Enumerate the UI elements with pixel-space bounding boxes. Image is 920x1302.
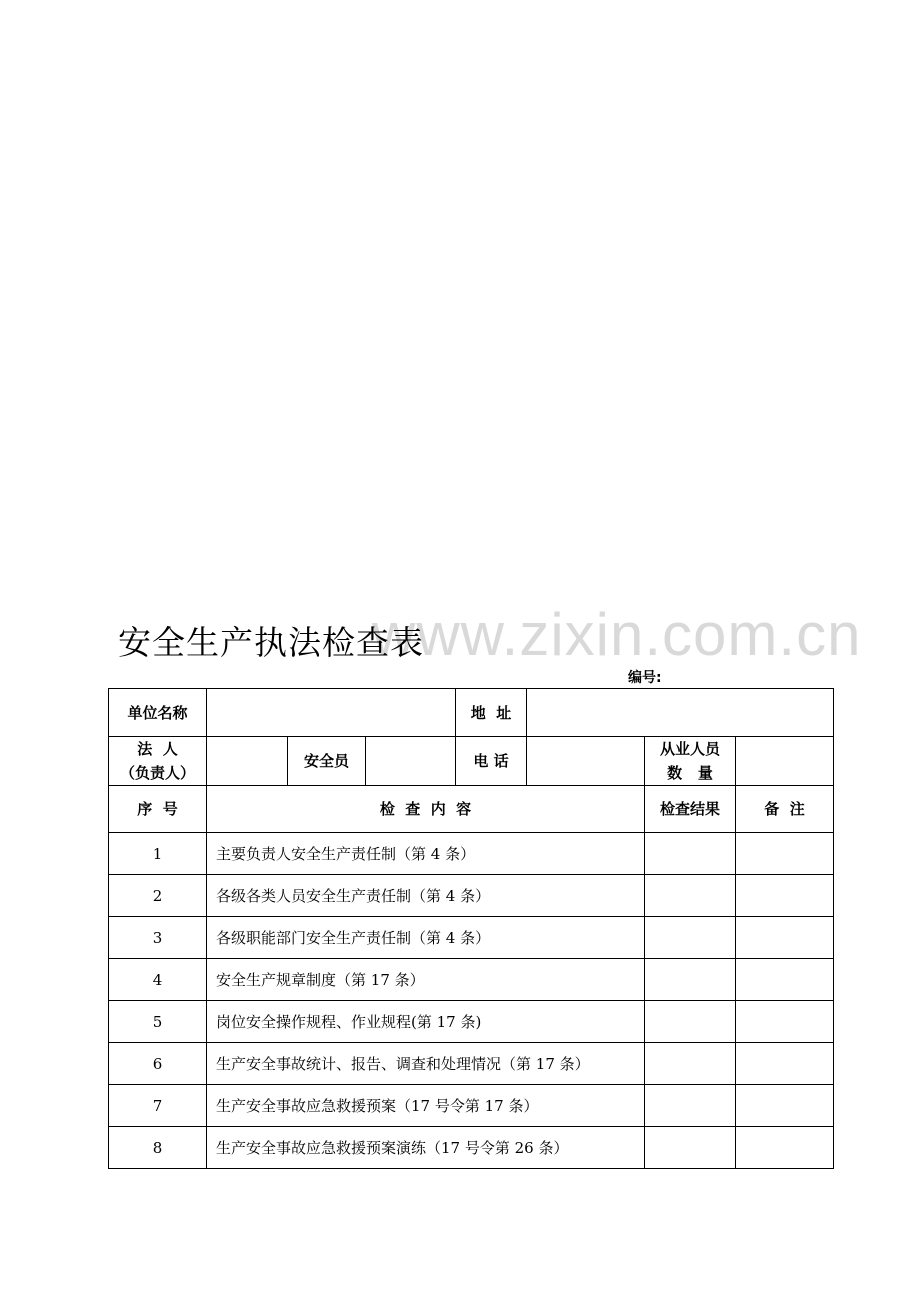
table-row (109, 1127, 834, 1169)
address-label: 地 址 (456, 689, 527, 737)
table-row (109, 833, 834, 875)
row-content: 各级各类人员安全生产责任制（第 4 条） (207, 875, 645, 917)
row-result-field[interactable] (645, 1085, 736, 1127)
column-header-remark: 备 注 (736, 786, 834, 833)
table-row (109, 959, 834, 1001)
row-result-field[interactable] (645, 959, 736, 1001)
row-content: 生产安全事故应急救援预案（17 号令第 17 条） (207, 1085, 645, 1127)
unit-name-field[interactable] (207, 689, 456, 737)
table-row (109, 917, 834, 959)
row-content: 岗位安全操作规程、作业规程(第 17 条) (207, 1001, 645, 1043)
row-number: 3 (109, 917, 207, 959)
table-row (109, 1085, 834, 1127)
page-title: 安全生产执法检查表 (118, 623, 424, 662)
watermark: www.zixin.com.cn (372, 601, 862, 668)
unit-name-label: 单位名称 (109, 689, 207, 737)
legal-person-label-line2: （负责人） (119, 764, 195, 782)
employee-count-label-line1: 从业人员 (660, 740, 721, 758)
row-result-field[interactable] (645, 1043, 736, 1085)
row-number: 7 (109, 1085, 207, 1127)
row-content: 生产安全事故应急救援预案演练（17 号令第 26 条） (207, 1127, 645, 1169)
legal-person-label (109, 737, 207, 786)
row-number: 4 (109, 959, 207, 1001)
row-result-field[interactable] (645, 1127, 736, 1169)
table-row (109, 1043, 834, 1085)
row-content: 生产安全事故统计、报告、调查和处理情况（第 17 条） (207, 1043, 645, 1085)
row-content: 主要负责人安全生产责任制（第 4 条） (207, 833, 645, 875)
legal-person-field[interactable] (207, 737, 288, 786)
safety-officer-label: 安全员 (288, 737, 366, 786)
row-result-field[interactable] (645, 1001, 736, 1043)
header-row-unit (109, 689, 834, 737)
row-remark-field[interactable] (736, 1001, 834, 1043)
row-content: 各级职能部门安全生产责任制（第 4 条） (207, 917, 645, 959)
column-header-seq: 序 号 (109, 786, 207, 833)
row-number: 5 (109, 1001, 207, 1043)
row-number: 1 (109, 833, 207, 875)
row-remark-field[interactable] (736, 959, 834, 1001)
header-row-contacts (109, 737, 834, 786)
column-header-result: 检查结果 (645, 786, 736, 833)
row-result-field[interactable] (645, 917, 736, 959)
table-row (109, 1001, 834, 1043)
row-remark-field[interactable] (736, 1127, 834, 1169)
row-remark-field[interactable] (736, 917, 834, 959)
row-remark-field[interactable] (736, 1043, 834, 1085)
phone-label: 电 话 (456, 737, 527, 786)
row-remark-field[interactable] (736, 833, 834, 875)
document-number-label: 编号: (628, 670, 662, 686)
row-number: 8 (109, 1127, 207, 1169)
column-header-row (109, 786, 834, 833)
employee-count-label-line2: 数 量 (667, 764, 713, 782)
phone-field[interactable] (527, 737, 645, 786)
employee-count-field[interactable] (736, 737, 834, 786)
row-number: 2 (109, 875, 207, 917)
legal-person-label-line1: 法 人 (137, 740, 178, 758)
inspection-table (108, 688, 834, 1169)
employee-count-label (645, 737, 736, 786)
column-header-content: 检 查 内 容 (207, 786, 645, 833)
safety-officer-field[interactable] (366, 737, 456, 786)
table-row (109, 875, 834, 917)
row-result-field[interactable] (645, 875, 736, 917)
row-number: 6 (109, 1043, 207, 1085)
row-remark-field[interactable] (736, 875, 834, 917)
address-field[interactable] (527, 689, 834, 737)
row-remark-field[interactable] (736, 1085, 834, 1127)
row-content: 安全生产规章制度（第 17 条） (207, 959, 645, 1001)
row-result-field[interactable] (645, 833, 736, 875)
